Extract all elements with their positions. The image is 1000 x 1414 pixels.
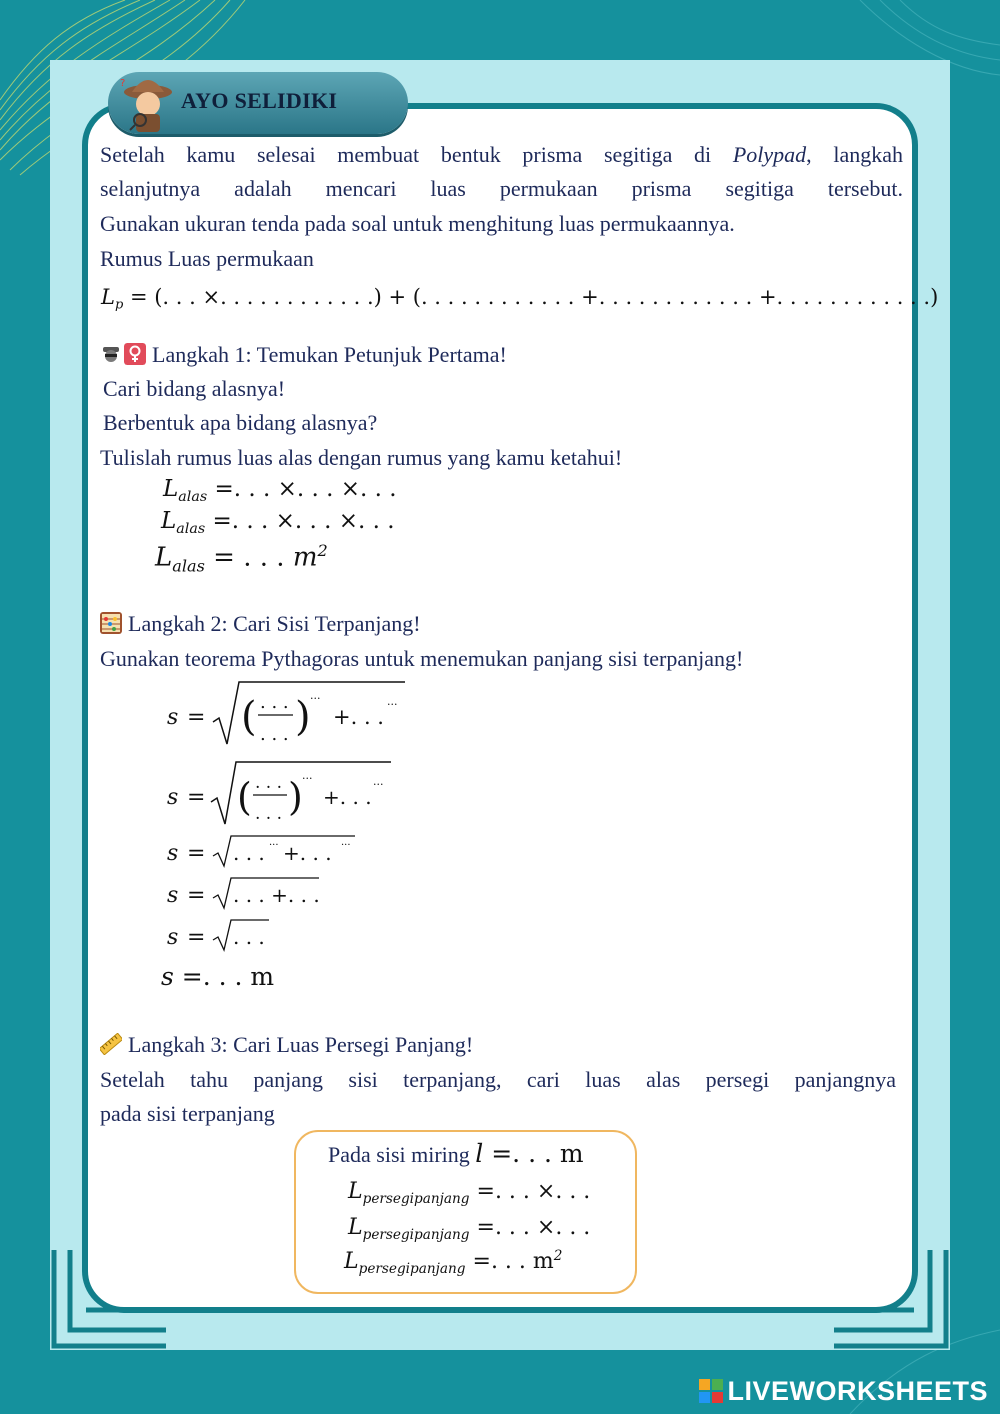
base-area-equation-2: $L_{alas}$ =. . . ×. . . ×. . . (161, 508, 395, 537)
liveworksheets-logo-icon (699, 1379, 723, 1403)
rectangle-area-equation-3: $L_{persegipanjang}$ =. . . $m^2$ (344, 1248, 563, 1277)
svg-text:): ) (295, 694, 311, 740)
hint-box-label: Pada sisi miring l =. . . m (328, 1139, 584, 1168)
svg-text:?: ? (120, 78, 126, 89)
svg-text:): ) (288, 775, 303, 819)
pythagoras-equation-3 (165, 832, 365, 872)
step3-line-2: pada sisi terpanjang (100, 1101, 275, 1126)
base-area-equation-1: $L_{alas}$ =. . . ×. . . ×. . . (163, 476, 397, 505)
svg-text:=: = (187, 785, 206, 810)
svg-text:+. . .: +. . . (333, 705, 384, 729)
svg-text:s: s (167, 841, 179, 866)
svg-text:s: s (167, 705, 179, 730)
svg-text:=: = (187, 841, 206, 866)
intro-line-1: Setelah kamu selesai membuat bentuk prisma segitiga di Polypad, langkah (100, 142, 903, 167)
svg-text:···: ··· (310, 692, 321, 705)
pythagoras-equation-2 (165, 758, 405, 830)
pythagoras-equation-4 (165, 874, 335, 914)
svg-text:(: ( (241, 694, 257, 740)
pythagoras-equation-1 (165, 678, 415, 750)
svg-text:+. . .: +. . . (283, 841, 332, 865)
svg-text:. . .: . . . (233, 925, 265, 949)
step3-line-1: Setelah tahu panjang sisi terpanjang, cari luas alas persegi panjangnya (100, 1067, 896, 1092)
header-title: AYO SELIDIKI (181, 88, 338, 113)
svg-text:···: ··· (387, 698, 398, 711)
base-area-equation-3: $L_{alas}$ = . . . $m^2$ (155, 541, 328, 576)
surface-area-formula: $L_p$ = (. . . ×. . . . . . . . . . . .) + (. . . . . . . . . . . . +. . . . . . . . . . . . +. . . . . . . . . . . .) (101, 285, 939, 313)
liveworksheets-brand[interactable]: LIVEWORKSHEETS (699, 1376, 988, 1407)
intro-line-3: Gunakan ukuran tenda pada soal untuk menghitung luas permukaannya. (100, 211, 735, 236)
step1-question-2: Berbentuk apa bidang alasnya? (103, 410, 378, 435)
step1-title: Langkah 1: Temukan Petunjuk Pertama! (100, 338, 507, 372)
spy-icon (100, 343, 122, 365)
intro-line-2: selanjutnya adalah mencari luas permukaan prisma segitiga tersebut. (100, 176, 903, 201)
svg-text:···: ··· (269, 840, 279, 851)
svg-text:=: = (187, 883, 206, 908)
step2-description: Gunakan teorema Pythagoras untuk menemukan panjang sisi terpanjang! (100, 646, 744, 671)
female-sign-icon (124, 343, 146, 365)
svg-text:···: ··· (302, 772, 313, 785)
svg-text:s: s (167, 785, 179, 810)
intro-line-4: Rumus Luas permukaan (100, 246, 314, 271)
svg-text:s: s (167, 883, 179, 908)
svg-text:. . .: . . . (260, 692, 289, 713)
svg-text:(: ( (237, 775, 252, 819)
svg-text:···: ··· (341, 840, 351, 851)
svg-text:. . .: . . . (233, 841, 265, 865)
detective-icon (118, 72, 182, 136)
svg-text:. . . +. . .: . . . +. . . (233, 883, 320, 907)
svg-text:···: ··· (373, 778, 384, 791)
svg-text:=: = (187, 705, 206, 730)
svg-text:=: = (187, 925, 206, 950)
step3-title: Langkah 3: Cari Luas Persegi Panjang! (100, 1028, 473, 1062)
pythagoras-result: s =. . . m (161, 962, 275, 991)
pythagoras-equation-5 (165, 916, 285, 956)
svg-text:. . .: . . . (260, 724, 289, 745)
ruler-icon (100, 1033, 122, 1055)
svg-text:. . .: . . . (255, 773, 283, 793)
step1-question-1: Cari bidang alasnya! (103, 376, 286, 401)
svg-text:s: s (167, 925, 179, 950)
rectangle-area-equation-2: $L_{persegipanjang}$ =. . . ×. . . (348, 1215, 591, 1243)
svg-text:+. . .: +. . . (323, 785, 372, 809)
step1-question-3: Tulislah rumus luas alas dengan rumus yang kamu ketahui! (100, 445, 623, 470)
rectangle-area-equation-1: $L_{persegipanjang}$ =. . . ×. . . (348, 1179, 591, 1207)
abacus-icon (100, 612, 122, 634)
svg-text:. . .: . . . (255, 804, 283, 824)
step2-title: Langkah 2: Cari Sisi Terpanjang! (100, 607, 421, 641)
